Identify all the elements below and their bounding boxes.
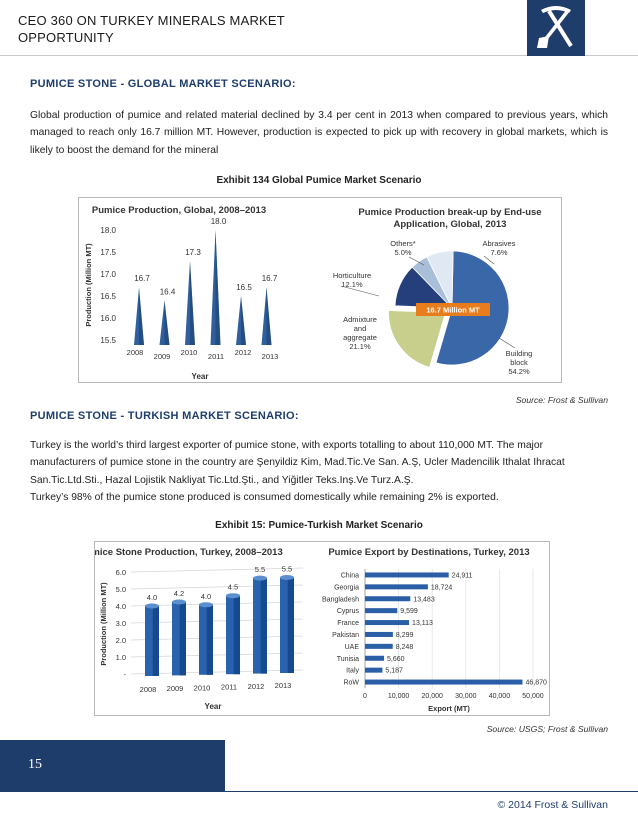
- x-tick-label: 0: [363, 693, 367, 700]
- bar-cap: [199, 602, 213, 607]
- x-axis-label: Year: [191, 372, 209, 381]
- section-heading-turkish: PUMICE STONE - TURKISH MARKET SCENARIO:: [30, 410, 299, 422]
- header-title-line2: OPPORTUNITY: [18, 30, 114, 45]
- pie-slice-value: 7.6%: [490, 248, 508, 257]
- exhibit-turkish-chart-box: [94, 541, 550, 716]
- x-tick-label: 2013: [274, 681, 292, 690]
- bar-cap: [172, 600, 186, 605]
- paragraph-global: Global production of pumice and related material declined by 3.4 per cent in 2013 when compared to previous years, which managed to reach only 16.7 million MT. However, production is expected to pick up with recovery in global markets, which is likely to boost the demand for the mineral: [30, 110, 608, 156]
- bar-cone-shade: [190, 261, 195, 345]
- source-turkish: Source: USGS; Frost & Sullivan: [486, 724, 608, 734]
- x-tick-label: 50,000: [522, 693, 544, 700]
- pie-slice-value: 5.0%: [394, 248, 412, 257]
- chart-title: Pumice Production break-up by End-use: [358, 207, 542, 218]
- x-tick-label: 2010: [180, 348, 198, 357]
- y-tick-label: 15.5: [100, 336, 116, 345]
- x-tick-label: 2010: [193, 683, 211, 693]
- x-tick-label: 2011: [220, 682, 238, 692]
- pie-slice-label: Abrasives: [482, 239, 516, 248]
- y-tick-label: 2.0: [115, 636, 126, 645]
- page-number: 15: [28, 757, 42, 772]
- bar-cone-shade: [267, 287, 272, 345]
- pie-slice-label: Admixture: [343, 315, 377, 324]
- bar-cap: [226, 593, 240, 598]
- x-tick-label: 2012: [247, 681, 265, 691]
- y-tick-label: 1.0: [115, 653, 126, 662]
- y-tick-label: -: [123, 670, 126, 679]
- copyright: © 2014 Frost & Sullivan: [497, 799, 608, 811]
- y-tick-label: Pakistan: [332, 631, 359, 639]
- x-tick-label: 2013: [261, 352, 279, 361]
- x-tick-label: 2009: [166, 684, 184, 694]
- bar-value-label: 4.0: [146, 593, 158, 602]
- bar: [365, 572, 449, 577]
- y-tick-label: France: [337, 620, 359, 628]
- exhibit-global-chart-box: [78, 197, 562, 383]
- bar-value-label: 17.3: [185, 247, 201, 257]
- y-tick-label: 16.0: [100, 314, 116, 323]
- pie-slice-value: 21.1%: [349, 342, 371, 351]
- pie-slice-label: Building: [505, 349, 533, 358]
- y-tick-label: Tunisia: [336, 655, 359, 663]
- y-tick-label: RoW: [343, 679, 359, 687]
- bar-shade: [153, 606, 159, 676]
- bar-value-label: 24,911: [451, 572, 473, 580]
- bar-value-label: 13,113: [412, 620, 433, 628]
- bar-value-label: 16.4: [159, 287, 176, 297]
- bar-shade: [207, 605, 213, 675]
- turkish-charts-svg: [95, 542, 551, 717]
- bar-value-label: 16.7: [261, 274, 278, 284]
- y-tick-label: 17.5: [100, 248, 116, 257]
- bar-value-label: 16.7: [134, 274, 150, 284]
- y-tick-label: 16.5: [100, 292, 116, 301]
- x-tick-label: 2008: [139, 685, 157, 694]
- bar: [365, 644, 393, 649]
- global-charts-svg: [79, 198, 563, 384]
- bar-cone-shade: [216, 230, 221, 345]
- exhibit-title-global: Exhibit 134 Global Pumice Market Scenario: [216, 175, 422, 186]
- bar-value-label: 4.0: [200, 591, 212, 601]
- pie-slice-label: Others*: [390, 239, 416, 248]
- x-tick-label: 2011: [207, 352, 225, 361]
- bar-value-label: 4.2: [173, 589, 185, 598]
- bar: [365, 668, 382, 673]
- x-tick-label: 2009: [153, 352, 171, 361]
- y-tick-label: 5.0: [115, 585, 126, 594]
- bar-cap: [145, 604, 159, 609]
- x-axis-label: Year: [204, 702, 222, 711]
- paragraph-turkish: [30, 437, 608, 507]
- y-tick-label: 6.0: [115, 568, 126, 577]
- paragraph-turkish-line: San.Tic.Ltd.Sti., Hazal Lojistik Nakliyat Tic.Ltd.Şti., and Yiğitler Teks.Inş.Ve Turz.A.Ş.: [30, 474, 414, 486]
- bar-value-label: 13,483: [413, 596, 435, 604]
- y-tick-label: Bangladesh: [322, 596, 359, 604]
- bar-cone-shade: [165, 300, 170, 345]
- y-tick-label: UAE: [344, 643, 359, 651]
- pie-center-label: 16.7 Million MT: [426, 305, 480, 315]
- bar-value-label: 9,599: [400, 608, 418, 616]
- bar-value-label: 18,724: [430, 584, 453, 592]
- bar-value-label: 5,660: [387, 655, 405, 663]
- source-global: Source: Frost & Sullivan: [515, 395, 608, 405]
- y-tick-label: 18.0: [100, 226, 116, 235]
- pie-slice-value: 12.1%: [341, 280, 363, 289]
- y-tick-label: 3.0: [115, 619, 126, 628]
- bar-value-label: 16.5: [236, 283, 252, 292]
- y-tick-label: 17.0: [100, 270, 116, 279]
- pie-slice-label: block: [510, 358, 528, 367]
- bar: [365, 596, 410, 601]
- x-tick-label: 40,000: [488, 693, 511, 700]
- y-tick-label: China: [340, 572, 359, 580]
- chart-title: Pumice Export by Destinations, Turkey, 2013: [328, 547, 530, 558]
- header-title-line1: CEO 360 ON TURKEY MINERALS MARKET: [18, 13, 285, 28]
- bar-value-label: 46,870: [525, 679, 547, 687]
- bar: [365, 584, 428, 589]
- paragraph-turkish-line: Turkey is the world’s third largest exporter of pumice stone, with exports totalling to about 110,000 MT. The major: [30, 440, 543, 451]
- bar-shade: [180, 602, 186, 675]
- y-tick-label: Georgia: [334, 584, 359, 592]
- bar-shade: [234, 596, 240, 675]
- chart-title: Application, Global, 2013: [393, 219, 507, 230]
- pie-slice-label: and: [353, 324, 367, 333]
- bar-cone-shade: [139, 287, 144, 345]
- x-tick-label: 20,000: [421, 693, 443, 700]
- bar-cap: [253, 576, 267, 581]
- paragraph-turkish-line: Turkey’s 98% of the pumice stone produced is consumed domestically while remaining 2% is exported.: [30, 492, 499, 504]
- chart-title: Pumice Production, Global, 2008–2013: [91, 205, 267, 216]
- bar-value-label: 18.0: [210, 217, 227, 226]
- x-axis-label: Export (MT): [428, 704, 470, 713]
- pie-slice-label: aggregate: [343, 333, 377, 342]
- footer-divider: [225, 791, 638, 792]
- y-axis-label: Production (Million MT): [99, 582, 108, 666]
- exhibit-title-turkish: Exhibit 15: Pumice-Turkish Market Scenario: [215, 520, 423, 531]
- y-tick-label: 4.0: [115, 602, 126, 611]
- x-tick-label: 2008: [126, 348, 144, 357]
- bar: [365, 632, 393, 637]
- x-tick-label: 30,000: [455, 693, 477, 700]
- pie-slice-value: 54.2%: [508, 367, 530, 376]
- bar: [365, 680, 522, 685]
- bar-shade: [288, 578, 294, 674]
- bar-cone-shade: [241, 296, 246, 345]
- y-tick-label: Cyprus: [336, 608, 359, 616]
- grid-line: [131, 568, 303, 572]
- bar-value-label: 5.5: [281, 564, 293, 574]
- grid-line: [131, 585, 303, 589]
- bar-shade: [261, 578, 267, 674]
- x-tick-label: 10,000: [387, 693, 410, 700]
- pie-slice-label: Horticulture: [332, 271, 372, 280]
- bar-value-label: 8,299: [395, 631, 414, 639]
- pickaxe-shovel-icon: [527, 0, 585, 56]
- paragraph-turkish-line: manufacturers of pumice stone in the country are Şenyildiz Kim, Mad.Tic.Ve San. A.Ş, Ucler Madencilik Ithalat Ihracat: [30, 457, 565, 469]
- bar-value-label: 8,248: [395, 643, 414, 651]
- bar: [365, 608, 397, 613]
- section-heading-global: PUMICE STONE - GLOBAL MARKET SCENARIO:: [30, 78, 296, 90]
- bar-value-label: 5,187: [385, 667, 403, 675]
- header-title: [18, 12, 318, 46]
- bar-cap: [280, 575, 294, 580]
- pie-leader-line: [499, 338, 515, 348]
- bar-value-label: 4.5: [227, 582, 239, 592]
- bar: [365, 620, 409, 625]
- page-number-box: [0, 740, 225, 792]
- bar: [365, 656, 384, 661]
- bar-value-label: 5.5: [254, 565, 266, 575]
- page-header: [0, 0, 638, 56]
- chart-title: Pumice Stone Production, Turkey, 2008–2013: [95, 547, 283, 558]
- x-tick-label: 2012: [234, 348, 252, 357]
- y-tick-label: Italy: [346, 667, 359, 675]
- y-axis-label: Production (Million MT): [84, 243, 93, 327]
